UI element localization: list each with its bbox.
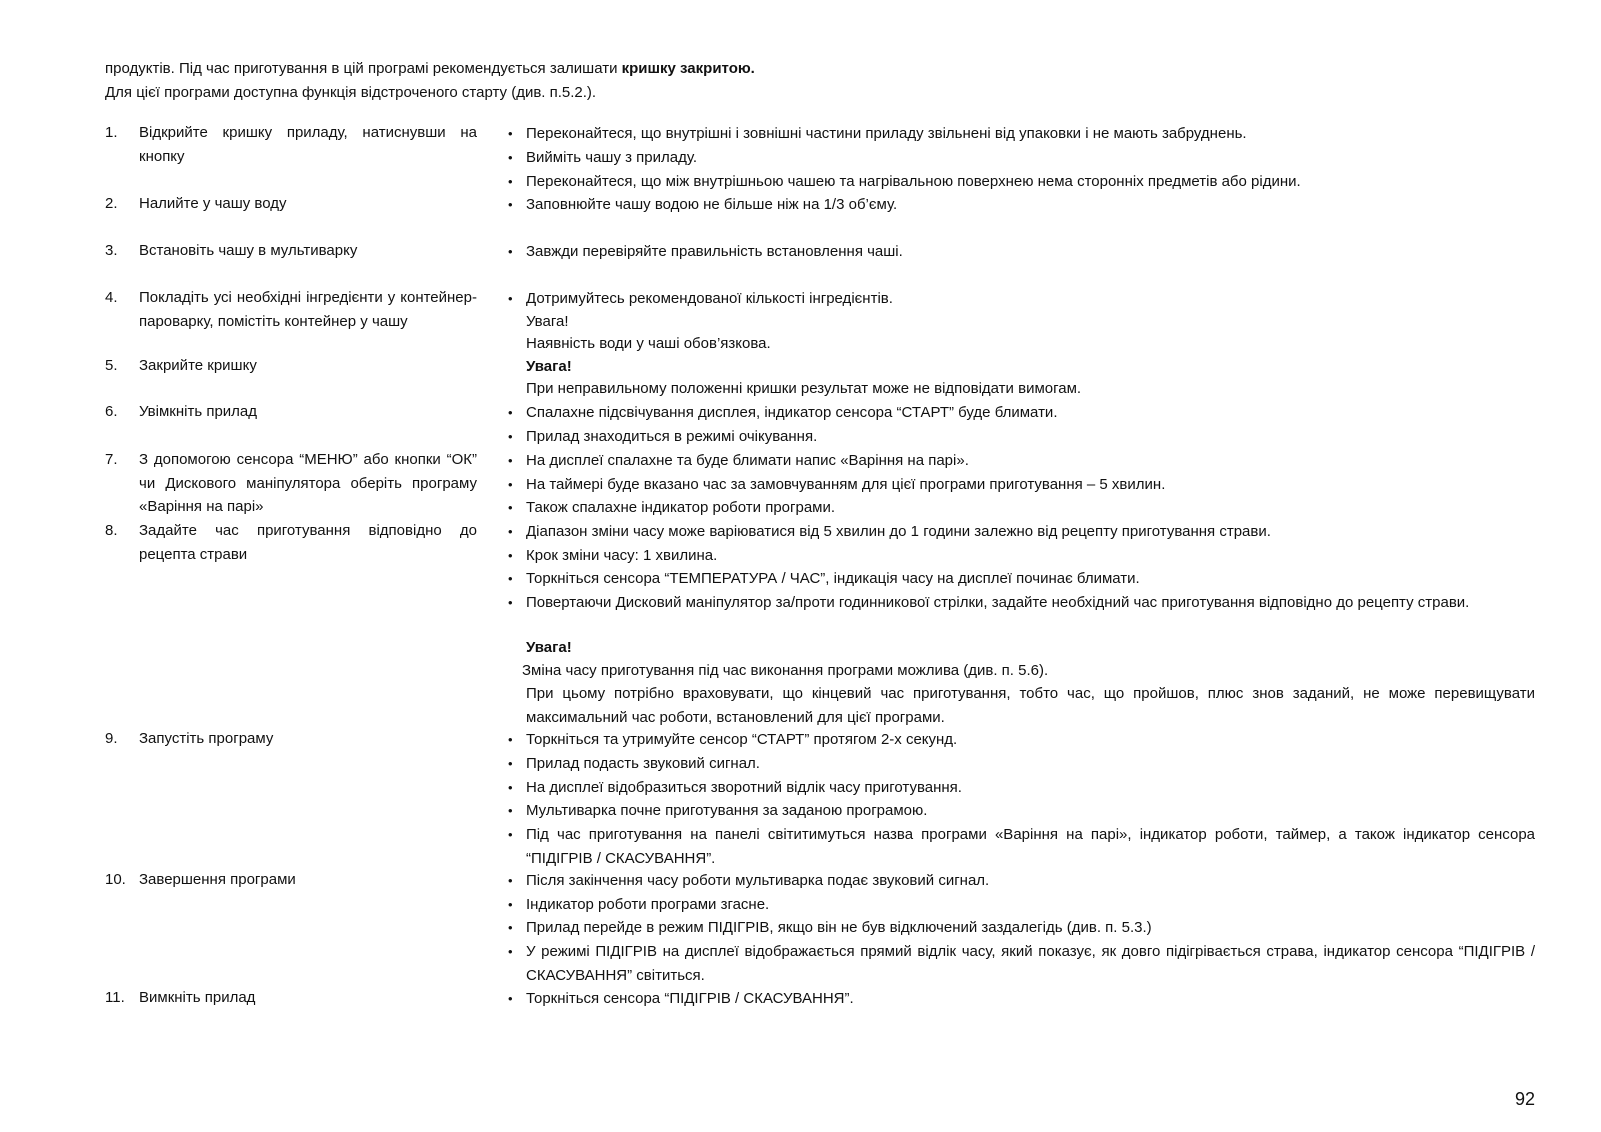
bullet-icon: • [508, 126, 513, 141]
intro-line-1: продуктів. Під час приготування в цій програмі рекомендується залишати кришку закритою. [105, 60, 755, 77]
bullet-icon: • [508, 595, 513, 610]
bullet-icon: • [508, 150, 513, 165]
note-text: Увага! [526, 313, 569, 330]
note-text: При неправильному положенні кришки результат може не відповідати вимогам. [526, 380, 1082, 397]
bullet-icon: • [508, 827, 513, 842]
note-text: Наявність води у чаші обов’язкова. [526, 335, 771, 352]
bullet-icon: • [508, 524, 513, 539]
bullet-icon: • [508, 477, 513, 492]
bullet-icon: • [508, 944, 513, 959]
page-number: 92 [1515, 1089, 1536, 1109]
bullet-icon: • [508, 429, 513, 444]
bullet-icon: • [508, 873, 513, 888]
bullet-icon: • [508, 548, 513, 563]
bullet-icon: • [508, 897, 513, 912]
bullet-icon: • [508, 991, 513, 1006]
warning-label: Увага! [526, 639, 572, 656]
intro-line-2: Для цієї програми доступна функція відстроченого старту (див. п.5.2.). [105, 83, 597, 101]
bullet-icon: • [508, 174, 513, 189]
bullet-icon: • [508, 197, 513, 212]
bullet-icon: • [508, 920, 513, 935]
bullet-icon: • [508, 500, 513, 515]
note-text: Зміна часу приготування під час виконання програми можлива (див. п. 5.6). [522, 662, 1049, 679]
bullet-icon: • [508, 453, 513, 468]
note-text: При цьому потрібно враховувати, що кінцевий час приготування, тобто час, що пройшов, плюс знов заданий, не може перевищувати максимальний час роботи, встановлений для цієї програми. [526, 685, 1535, 726]
warning-label: Увага! [526, 358, 572, 375]
bullet-icon: • [508, 405, 513, 420]
bullet-icon: • [508, 291, 513, 306]
document-page: продуктів. Під час приготування в цій програмі рекомендується залишати кришку закритою. Для цієї програми доступна функція відстроченого старту (див. п.5.2.). 1. Відкрийте кришку приладу, натиснувши на кнопку 2. Налийте у чашу воду 3. Встановіть чашу в мультиварку 4. Покладіть усі необхідні інгредієнти у контейнер-пароварку, помістіть контейнер у чашу 5. Закрийте кришку 6. Увімкніть прилад 7. З допомогою сенсора “МЕНЮ” або кнопки “ОК” чи Дискового маніпулятора оберіть програму «Варіння на парі» 8. Задайте час приготування відповідно до рецепта страви 9. Запустіть програму 10. Завершення програми 11. Вимкніть прилад • Переконайтеся, що внутрішні і зовнішні частини приладу звільнені від упаковки і не мають забруднень. • Вийміть чашу з приладу. • Переконайтеся, що між внутрішньою чашею та нагрівальною поверхнею нема сторонніх предметів або рідини. • Заповнюйте чашу водою не більше ніж на 1/3 об’єму. • Завжди перевіряйте правильність встановлення чаші. • Дотримуйтесь рекомендованої кількості інгредієнтів. Увага! Наявність води у чаші обов’язкова. Увага! При неправильному положенні кришки результат може не відповідати вимогам. • Спалахне підсвічування дисплея, індикатор сенсора “СТАРТ” буде блимати. • Прилад знаходиться в режимі очікування. • На дисплеї спалахне та буде блимати напис «Варіння на парі». • На таймері буде вказано час за замовчуванням для цієї програми приготування – 5 хвилин. • Також спалахне індикатор роботи програми. • Діапазон зміни часу може варіюватися від 5 хвилин до 1 години залежно від рецепту приготування страви. • Крок зміни часу: 1 хвилина. • Торкніться сенсора “ТЕМПЕРАТУРА / ЧАС”, індикація часу на дисплеї починає блимати. • Повертаючи Дисковий маніпулятор за/проти годинникової стрілки, задайте необхідний час приготування відповідно до рецепту страви. Увага! Зміна часу приготування під час виконання програми можлива (див. п. 5.6). При цьому потрібно враховувати, що кінцевий час приготування, тобто час, що пройшов, плюс знов заданий, не може перевищувати максимальний час роботи, встановлений для цієї програми. • Торкніться та утримуйте сенсор “СТАРТ” протягом 2-х секунд. • Прилад подасть звуковий сигнал. • На дисплеї відобразиться зворотний відлік часу приготування. • Мультиварка почне приготування за заданою програмою. • Під час приготування на панелі світитимуться назва програми «Варіння на парі», індикатор роботи, таймер, а також індикатор сенсора “ПІДІГРІВ / СКАСУВАННЯ”. • Після закінчення часу роботи мультиварка подає звуковий сигнал. • Індикатор роботи програми згасне. • Прилад перейде в режим ПІДІГРІВ, якщо він не був відключений заздалегідь (див. п. 5.3.) • У режимі ПІДІГРІВ на дисплеї відображається прямий відлік часу, який показує, як довго підігрівається страва, індикатор сенсора “ПІДІГРІВ / СКАСУВАННЯ” світиться. • Торкніться сенсора “ПІДІГРІВ / СКАСУВАННЯ”. 92 [0, 0, 1601, 1132]
intro-paragraph [105, 57, 1535, 104]
bullet-icon: • [508, 732, 513, 747]
bullet-icon: • [508, 244, 513, 259]
bullet-icon: • [508, 803, 513, 818]
intro-bold-phrase: кришку закритою. [621, 60, 755, 77]
bullet-icon: • [508, 780, 513, 795]
bullet-icon: • [508, 756, 513, 771]
bullet-icon: • [508, 571, 513, 586]
